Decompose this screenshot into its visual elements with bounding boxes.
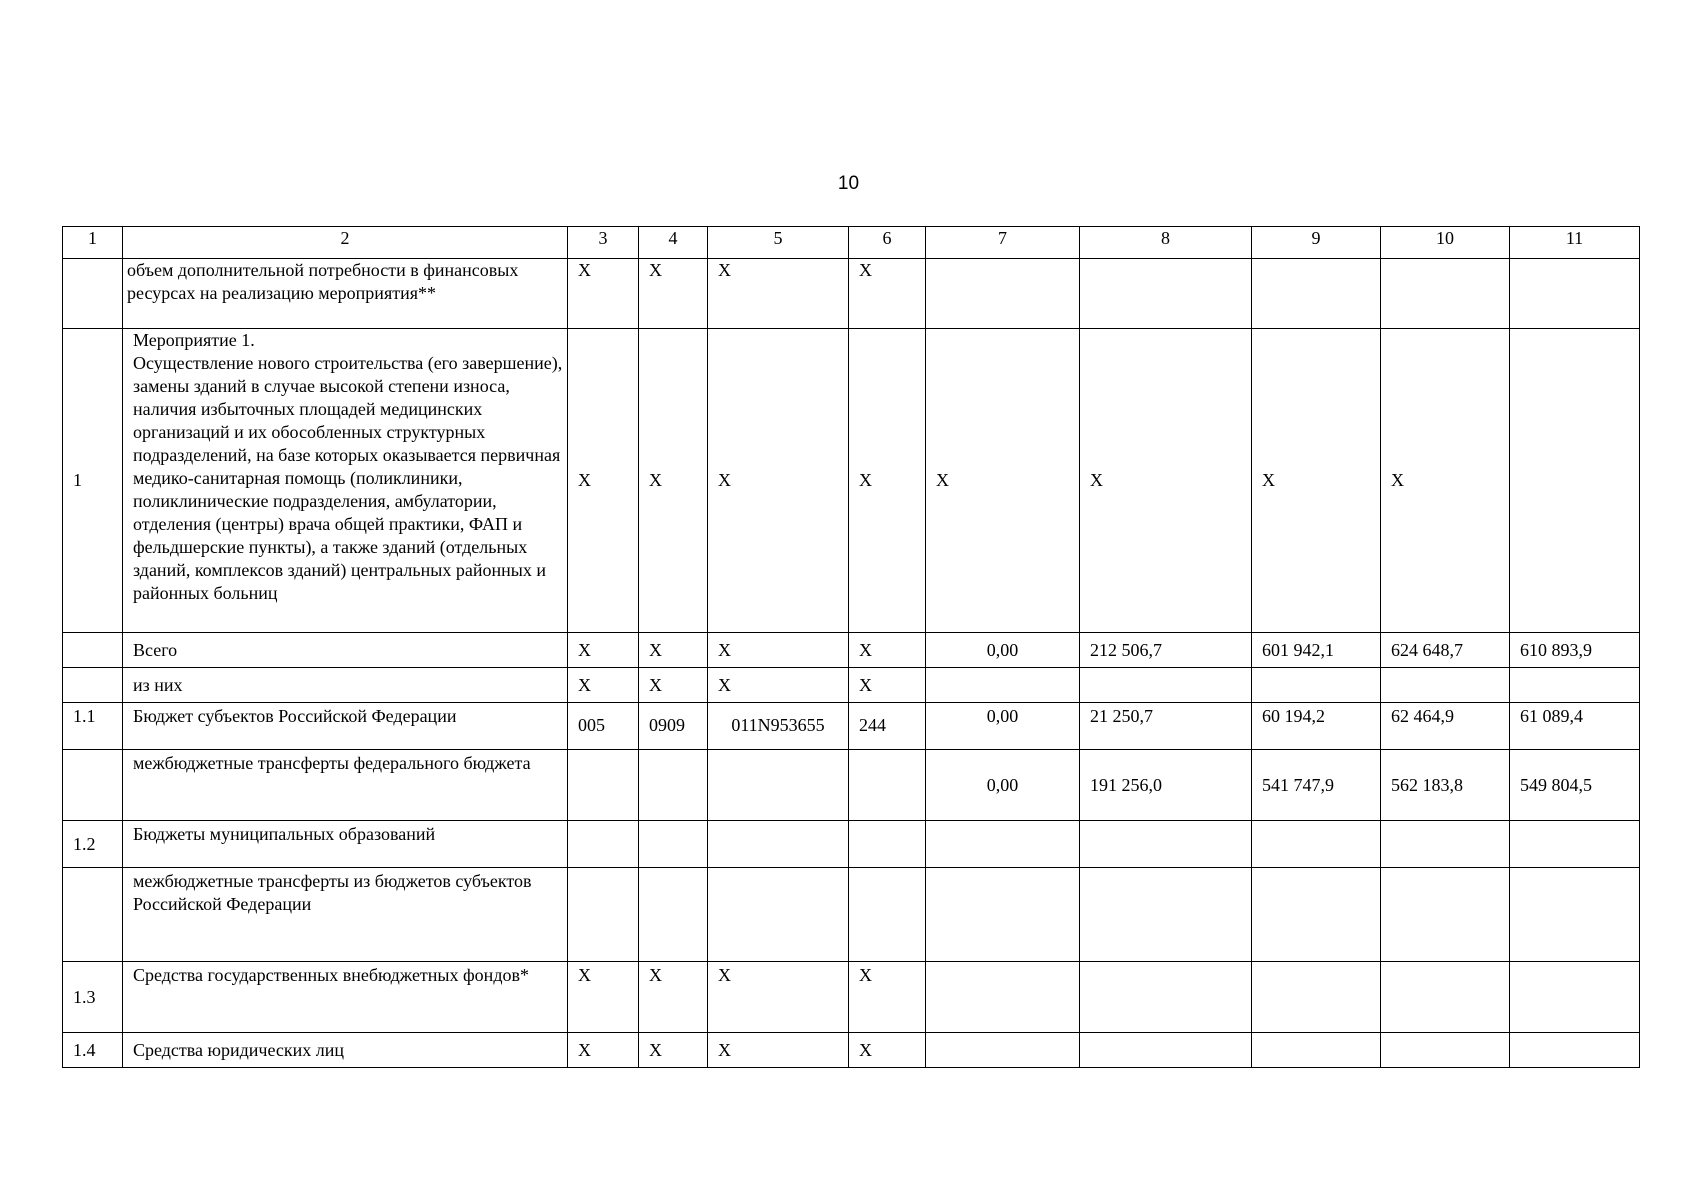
cell-col11: [1510, 962, 1640, 1033]
cell-col10: [1381, 259, 1510, 329]
cell-col3: X: [568, 633, 639, 668]
cell-col5: [708, 821, 849, 868]
row-number: 1.3: [63, 962, 123, 1033]
cell-col3: X: [568, 1033, 639, 1068]
row-description: Средства государственных внебюджетных фондов*: [123, 962, 568, 1033]
cell-col11: [1510, 668, 1640, 703]
column-number: 8: [1080, 227, 1252, 259]
cell-col8: [1080, 962, 1252, 1033]
cell-col3: [568, 750, 639, 821]
cell-col8: 191 256,0: [1080, 750, 1252, 821]
measure-text: Осуществление нового строительства (его завершение), замены зданий в случае высокой степени износа, наличия избыточных площадей медицинских организаций и их обособленных структурных подразделений, на базе которых оказывается первичная медико-санитарная помощь (поликлиники, поликлинические подразделения, амбулатории, отделения (центры) врача общей практики, ФАП и фельдшерские пункты), а также зданий (отдельных зданий, комплексов зданий) центральных районных и районных больниц: [133, 353, 563, 603]
cell-col6: [849, 821, 926, 868]
row-number: 1: [63, 329, 123, 633]
cell-col5: 011N953655: [708, 703, 849, 750]
column-number: 4: [639, 227, 708, 259]
cell-col5: X: [708, 329, 849, 633]
cell-col8: X: [1080, 329, 1252, 633]
column-number: 6: [849, 227, 926, 259]
cell-col9: X: [1252, 329, 1381, 633]
cell-col3: X: [568, 962, 639, 1033]
cell-col3: X: [568, 668, 639, 703]
cell-col8: [1080, 821, 1252, 868]
cell-col5: X: [708, 668, 849, 703]
cell-col5: [708, 868, 849, 962]
cell-col10: [1381, 668, 1510, 703]
row-description: объем дополнительной потребности в финансовых ресурсах на реализацию мероприятия**: [123, 259, 568, 329]
column-number: 10: [1381, 227, 1510, 259]
cell-col10: [1381, 1033, 1510, 1068]
row-description: Бюджет субъектов Российской Федерации: [123, 703, 568, 750]
cell-col3: 005: [568, 703, 639, 750]
cell-col4: X: [639, 633, 708, 668]
column-number: 7: [926, 227, 1080, 259]
cell-col11: [1510, 259, 1640, 329]
cell-col8: [1080, 259, 1252, 329]
cell-col9: [1252, 962, 1381, 1033]
cell-col9: 601 942,1: [1252, 633, 1381, 668]
column-number: 3: [568, 227, 639, 259]
row-number: 1.4: [63, 1033, 123, 1068]
cell-col6: [849, 868, 926, 962]
column-number-header-row: [63, 227, 1640, 259]
table-row: [63, 750, 1640, 821]
cell-col5: X: [708, 962, 849, 1033]
cell-col4: [639, 868, 708, 962]
table-row: [63, 821, 1640, 868]
cell-col5: X: [708, 633, 849, 668]
table-row: [63, 259, 1640, 329]
cell-col7: [926, 668, 1080, 703]
cell-col10: 62 464,9: [1381, 703, 1510, 750]
cell-col4: X: [639, 1033, 708, 1068]
column-number: 11: [1510, 227, 1640, 259]
cell-col8: [1080, 868, 1252, 962]
cell-col4: X: [639, 259, 708, 329]
cell-col10: [1381, 868, 1510, 962]
cell-col4: X: [639, 329, 708, 633]
cell-col9: [1252, 259, 1381, 329]
cell-col4: X: [639, 962, 708, 1033]
table-row: [63, 962, 1640, 1033]
table-row: [63, 703, 1640, 750]
column-number: 9: [1252, 227, 1381, 259]
cell-col3: [568, 821, 639, 868]
cell-col6: 244: [849, 703, 926, 750]
cell-col11: 549 804,5: [1510, 750, 1640, 821]
row-description: [123, 329, 568, 633]
table-row: [63, 668, 1640, 703]
cell-col7: [926, 868, 1080, 962]
cell-col3: X: [568, 329, 639, 633]
row-number: [63, 668, 123, 703]
cell-col10: [1381, 962, 1510, 1033]
cell-col7: 0,00: [926, 703, 1080, 750]
column-number: 1: [63, 227, 123, 259]
cell-col6: X: [849, 259, 926, 329]
cell-col9: 541 747,9: [1252, 750, 1381, 821]
cell-col4: [639, 750, 708, 821]
table-row: [63, 633, 1640, 668]
row-description: межбюджетные трансферты федерального бюджета: [123, 750, 568, 821]
cell-col7: [926, 1033, 1080, 1068]
cell-col9: [1252, 668, 1381, 703]
budget-table: [62, 226, 1640, 1068]
cell-col10: 562 183,8: [1381, 750, 1510, 821]
cell-col7: [926, 962, 1080, 1033]
row-description: межбюджетные трансферты из бюджетов субъектов Российской Федерации: [123, 868, 568, 962]
page-number: 10: [837, 173, 860, 194]
row-number: [63, 259, 123, 329]
cell-col9: [1252, 868, 1381, 962]
cell-col8: [1080, 668, 1252, 703]
cell-col8: 212 506,7: [1080, 633, 1252, 668]
cell-col9: [1252, 821, 1381, 868]
cell-col11: 610 893,9: [1510, 633, 1640, 668]
cell-col8: 21 250,7: [1080, 703, 1252, 750]
table-row: [63, 1033, 1640, 1068]
cell-col6: X: [849, 962, 926, 1033]
cell-col4: X: [639, 668, 708, 703]
cell-col6: X: [849, 633, 926, 668]
cell-col7: [926, 821, 1080, 868]
row-description: из них: [123, 668, 568, 703]
column-number: 2: [123, 227, 568, 259]
cell-col11: [1510, 329, 1640, 633]
cell-col5: X: [708, 1033, 849, 1068]
row-description: Средства юридических лиц: [123, 1033, 568, 1068]
row-number: [63, 750, 123, 821]
cell-col6: X: [849, 1033, 926, 1068]
cell-col9: 60 194,2: [1252, 703, 1381, 750]
row-description: Всего: [123, 633, 568, 668]
table-row: [63, 868, 1640, 962]
measure-title: Мероприятие 1.: [133, 330, 255, 350]
cell-col4: [639, 821, 708, 868]
column-number: 5: [708, 227, 849, 259]
cell-col6: X: [849, 329, 926, 633]
table-row: [63, 329, 1640, 633]
cell-col3: [568, 868, 639, 962]
cell-col11: [1510, 821, 1640, 868]
row-number: 1.2: [63, 821, 123, 868]
cell-col10: 624 648,7: [1381, 633, 1510, 668]
row-number: 1.1: [63, 703, 123, 750]
cell-col4: 0909: [639, 703, 708, 750]
cell-col9: [1252, 1033, 1381, 1068]
cell-col7: 0,00: [926, 750, 1080, 821]
cell-col6: [849, 750, 926, 821]
cell-col11: 61 089,4: [1510, 703, 1640, 750]
cell-col11: [1510, 1033, 1640, 1068]
cell-col7: [926, 259, 1080, 329]
cell-col10: X: [1381, 329, 1510, 633]
cell-col8: [1080, 1033, 1252, 1068]
cell-col7: X: [926, 329, 1080, 633]
cell-col11: [1510, 868, 1640, 962]
row-number: [63, 868, 123, 962]
cell-col5: [708, 750, 849, 821]
cell-col10: [1381, 821, 1510, 868]
cell-col7: 0,00: [926, 633, 1080, 668]
cell-col3: X: [568, 259, 639, 329]
cell-col6: X: [849, 668, 926, 703]
row-number: [63, 633, 123, 668]
row-description: Бюджеты муниципальных образований: [123, 821, 568, 868]
cell-col5: X: [708, 259, 849, 329]
